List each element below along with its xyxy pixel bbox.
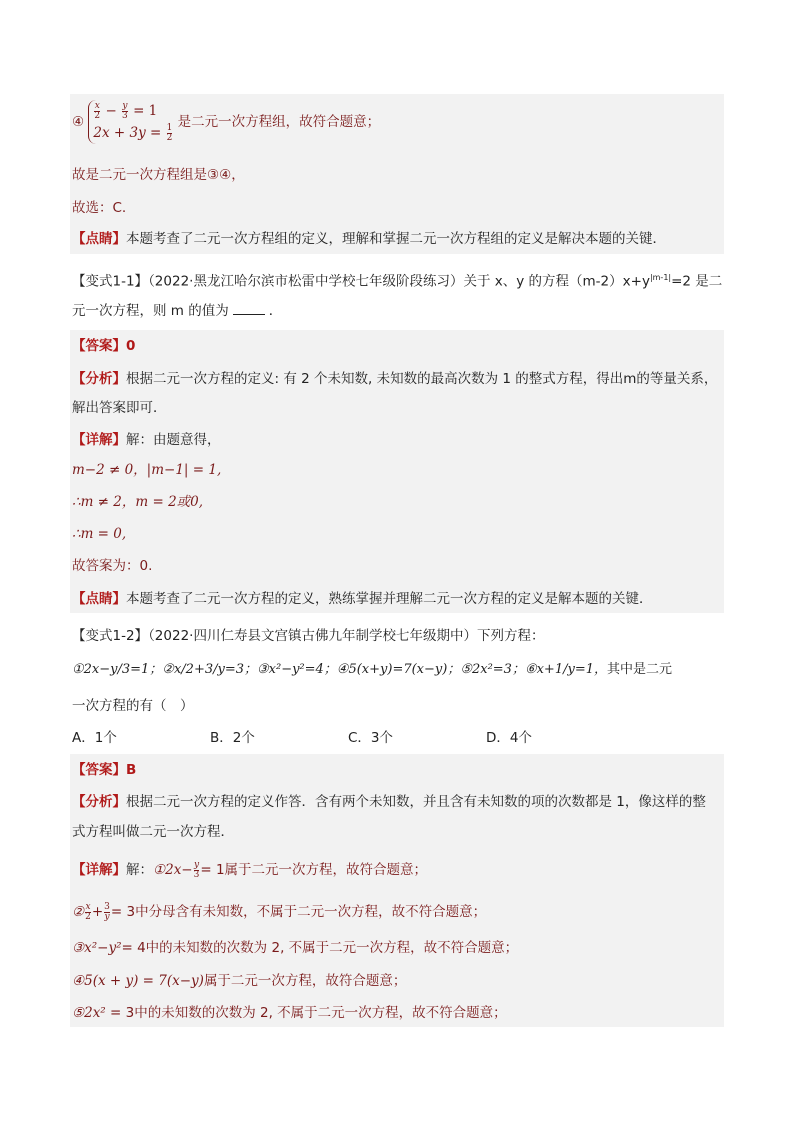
option-a[interactable]: A．1个	[72, 730, 117, 746]
v11-step-2: ∴m ≠ 2，m = 2或0,	[72, 494, 204, 510]
v12-detail-1: 【详解】解：①2x− $\frac{y}{3}$ = 1属于二元一次方程，故符合题意；	[72, 860, 428, 880]
v12-answer: B	[126, 762, 137, 778]
v12-answer-line: 【答案】B	[72, 762, 137, 778]
v12-equations-line: ①2x−y/3=1；②x/2+3/y=3；③x²−y²=4；④5(x+y)=7(x−y)；⑤2x²=3；⑥x+1/y=1，其中是二元	[72, 662, 673, 677]
v11-stem-line-1: 【变式1-1】（2022·黑龙江哈尔滨市松雷中学校七年级阶段练习）关于 x、y 的方程$(m-2)x+y^{|m-1|}=2$ 是二	[72, 273, 723, 290]
answer-blank	[233, 314, 265, 315]
v12-detail-4: ④5(x + y) = 7(x−y)属于二元一次方程，故符合题意；	[72, 973, 407, 989]
comment-tag: 【点睛】	[72, 231, 126, 247]
v12-detail-5: ⑤2x² = 3中的未知数的次数为 2, 不属于二元一次方程，故不符合题意；	[72, 1005, 507, 1021]
option-c[interactable]: C．3个	[348, 730, 394, 746]
comment-text: 本题考查了二元一次方程组的定义，理解和掌握二元一次方程组的定义是解决本题的关键．	[126, 231, 666, 247]
v11-tag: 【变式1-1】	[72, 273, 149, 290]
v11-step-3: ∴m = 0,	[72, 526, 127, 542]
v12-detail-2: ② $\frac{x}{2}$ + $\frac{3}{y}$ = 3中分母含有未知数，不属于二元一次方程，故不符合题意；	[72, 902, 487, 922]
item-4-line	[72, 100, 380, 144]
v12-detail-3: ③x²−y²= 4中的未知数的次数为 2, 不属于二元一次方程，故不符合题意；	[72, 940, 519, 956]
option-d[interactable]: D．4个	[486, 730, 532, 746]
v11-answer: 0	[126, 338, 136, 354]
v11-final: 故答案为：0.	[72, 558, 153, 574]
choice-line: 故选：C.	[72, 200, 127, 216]
v11-stem-line-2: 元一次方程，则 m 的值为 ．	[72, 303, 283, 319]
v12-stem-line-3: 一次方程的有（ ）	[72, 698, 194, 714]
equation-system: $\frac{x}{2}$ − $\frac{y}{3}$ = 1 2x + 3y = $\frac{1}{2}$	[88, 100, 173, 144]
conclusion-line: 故是二元一次方程组是③④，	[72, 167, 245, 183]
item-4-text: 是二元一次方程组，故符合题意；	[177, 114, 381, 130]
v11-answer-line: 【答案】0	[72, 338, 136, 354]
v11-analysis-line-2: 解出答案即可．	[72, 400, 167, 416]
v11-step-1: m−2 ≠ 0，|m−1| = 1,	[72, 462, 222, 478]
v11-source: （2022·黑龙江哈尔滨市松雷中学校七年级阶段练习）	[148, 273, 464, 290]
option-b[interactable]: B．2个	[210, 730, 255, 746]
v11-analysis-line-1: 【分析】根据二元一次方程的定义: 有 2 个未知数, 未知数的最高次数为 1 的整式方程，得出m的等量关系，	[72, 371, 718, 387]
v11-comment: 【点睛】本题考查了二元一次方程的定义，熟练掌握并理解二元一次方程的定义是解本题的关键．	[72, 591, 653, 607]
v12-analysis-line-1: 【分析】根据二元一次方程的定义作答．含有两个未知数，并且含有未知数的项的次数都是 1，像这样的整	[72, 794, 706, 810]
item-4-label: ④	[72, 114, 85, 130]
comment-line-1	[72, 229, 666, 249]
v11-detail-line: 【详解】解：由题意得，	[72, 432, 221, 448]
v12-analysis-line-2: 式方程叫做二元一次方程．	[72, 824, 234, 840]
v12-stem-line-1: 【变式1-2】（2022·四川仁寿县文宫镇古佛九年制学校七年级期中）下列方程：	[72, 628, 545, 644]
v12-options	[72, 728, 624, 748]
